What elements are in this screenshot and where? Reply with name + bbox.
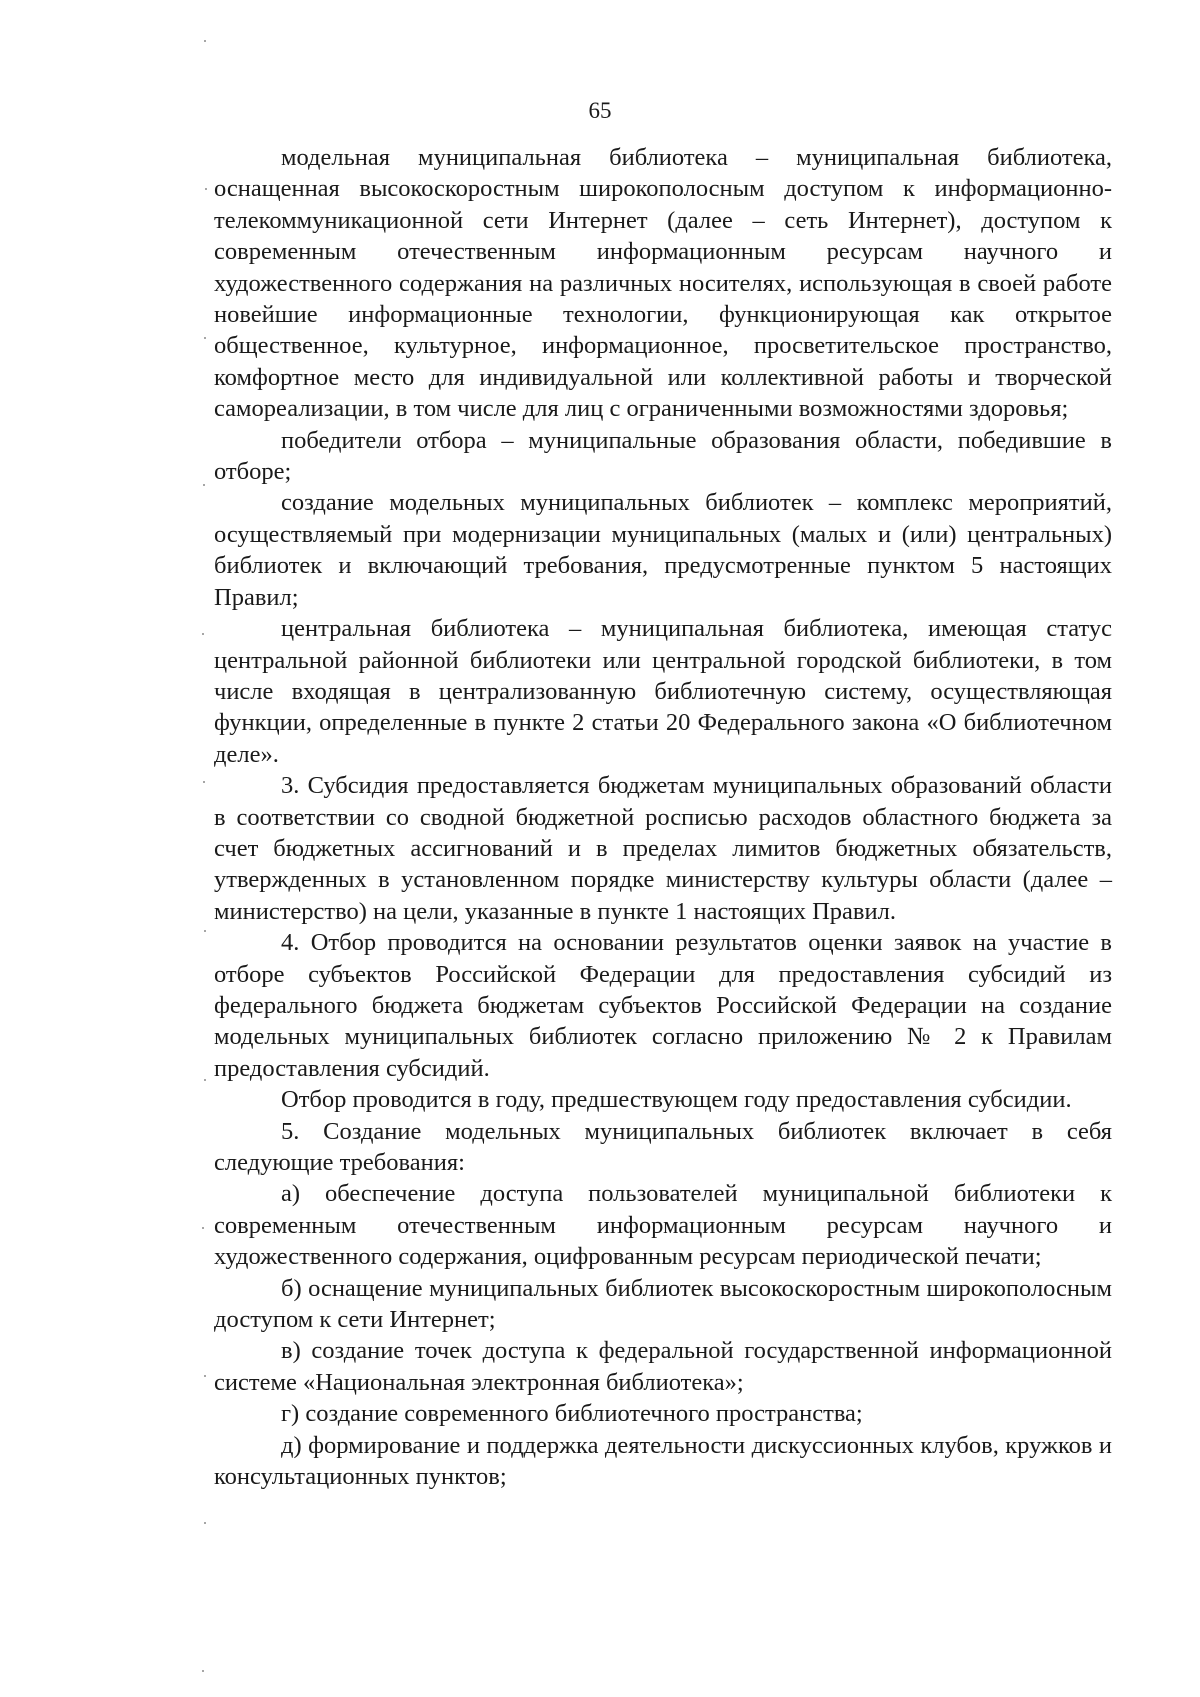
paragraph-central-library-definition: центральная библиотека – муниципальная библиотека, имеющая статус центральной районной библиотеки или центральной городской библиотеки, в том числе входящая в централизованную библиотечную систему, осуществляющая функции, определенные в пункте 2 статьи 20 Федерального закона «О библиотечном деле». [214, 615, 1112, 768]
scan-speck [203, 484, 205, 486]
paragraph-model-library-creation-definition: создание модельных муниципальных библиотек – комплекс мероприятий, осуществляемый при модернизации муниципальных (малых и (или) центральных) библиотек и включающий требования, предусмотренные пунктом 5 настоящих Правил; [214, 489, 1112, 611]
paragraph-clause-3: 3. Субсидия предоставляется бюджетам муниципальных образований области в соответствии со сводной бюджетной росписью расходов областного бюджета за счет бюджетных ассигнований и в пределах лимитов бюджетных обязательств, утвержденных в установленном порядке министерству культуры области (далее – министерство) на цели, указанные в пункте 1 настоящих Правил. [214, 772, 1112, 925]
list-item-g: г) создание современного библиотечного пространства; [281, 1400, 863, 1428]
scan-speck [204, 337, 206, 339]
scan-speck [202, 1670, 204, 1672]
paragraph-model-library-definition: модельная муниципальная библиотека – муниципальная библиотека, оснащенная высокоскоростным широкополосным доступом к информационно-телекоммуникационной сети Интернет (далее – сеть Интернет), доступом к современным отечественным информационным ресурсам научного и художественного содержания на различных носителях, использующая в своей работе новейшие информационные технологии, функционирующая как открытое общественное, культурное, информационное, просветительское пространство, комфортное место для индивидуальной или коллективной работы и творческой самореализации, в том числе для лиц с ограниченными возможностями здоровья; [214, 144, 1112, 423]
paragraph-clause-4: 4. Отбор проводится на основании результатов оценки заявок на участие в отборе субъектов Российской Федерации для предоставления субсидий из федерального бюджета бюджетам субъектов Российской Федерации на создание модельных муниципальных библиотек согласно приложению № 2 к Правилам предоставления субсидий. [214, 929, 1112, 1082]
scan-speck [203, 781, 205, 783]
list-item-b: б) оснащение муниципальных библиотек высокоскоростным широкополосным доступом к сети Интернет; [214, 1274, 1112, 1334]
scan-speck [204, 40, 206, 42]
scan-speck [205, 188, 207, 190]
body-text [214, 142, 1112, 1492]
scan-speck [204, 930, 206, 932]
scan-speck [204, 1522, 206, 1524]
scan-speck [202, 633, 204, 635]
paragraph-selection-winners-definition: победители отбора – муниципальные образования области, победившие в отборе; [214, 426, 1112, 486]
scan-speck [202, 1227, 204, 1229]
page-number: 65 [588, 98, 612, 123]
list-item-d: д) формирование и поддержка деятельности дискуссионных клубов, кружков и консультационных пунктов; [214, 1431, 1112, 1491]
scan-speck [204, 1079, 206, 1081]
list-item-a: а) обеспечение доступа пользователей муниципальной библиотеки к современным отечественным информационным ресурсам научного и художественного содержания, оцифрованным ресурсам периодической печати; [214, 1180, 1112, 1271]
paragraph-selection-timing: Отбор проводится в году, предшествующем году предоставления субсидии. [281, 1086, 1072, 1114]
scan-speck [204, 1375, 206, 1377]
list-item-v: в) создание точек доступа к федеральной государственной информационной системе «Национальная электронная библиотека»; [214, 1337, 1112, 1396]
paragraph-clause-5: 5. Создание модельных муниципальных библиотек включает в себя следующие требования: [214, 1117, 1112, 1176]
